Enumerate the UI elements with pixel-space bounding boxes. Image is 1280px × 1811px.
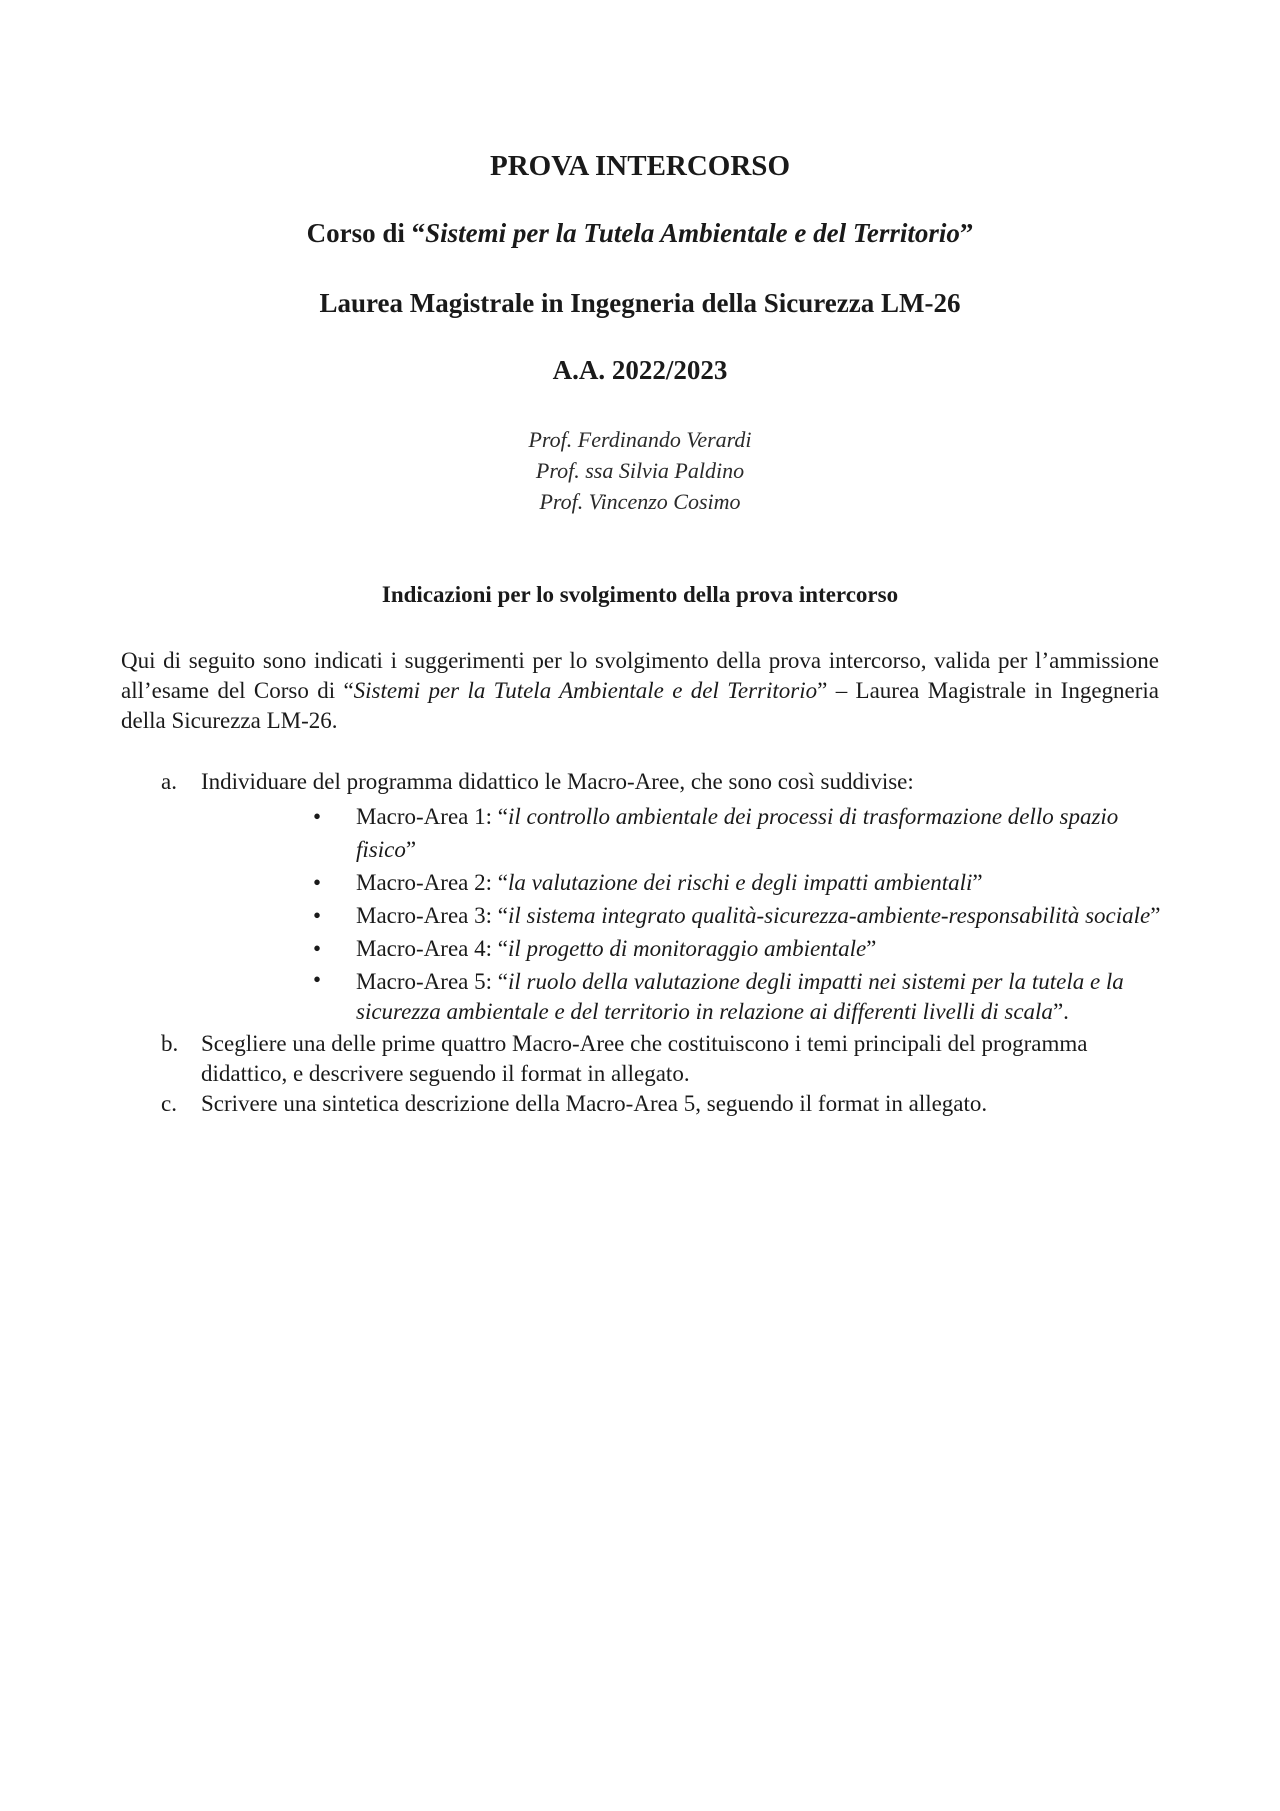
list-item-c — [121, 1089, 1161, 1119]
bullet-icon: • — [313, 936, 322, 961]
list-marker: b. — [161, 1031, 179, 1056]
degree-heading: Laurea Magistrale in Ingegneria della Sicurezza LM-26 — [319, 288, 961, 318]
macro-area-close: ” — [866, 936, 877, 961]
professor-name: Prof. Vincenzo Cosimo — [539, 489, 741, 514]
section-heading: Indicazioni per lo svolgimento della prova intercorso — [381, 582, 899, 607]
macro-area-item — [201, 800, 1161, 866]
macro-area-item — [201, 932, 1161, 965]
bullet-icon: • — [313, 804, 322, 829]
list-marker: c. — [161, 1091, 177, 1116]
macro-area-label: Macro-Area 2: “ — [356, 870, 508, 895]
bullet-icon: • — [313, 870, 322, 895]
macro-area-title: il ruolo della valutazione degli impatti nei sistemi per la tutela e la sicurezza ambientale e del territorio in relazione ai differenti livelli di scala — [356, 969, 1124, 1024]
macro-area-title: il sistema integrato qualità-sicurezza-ambiente-responsabilità sociale — [507, 903, 1151, 928]
professor-name: Prof. Ferdinando Verardi — [528, 427, 752, 452]
course-heading — [0, 218, 1280, 249]
intro-course-name: Sistemi per la Tutela Ambientale e del Territorio — [353, 678, 818, 703]
list-item-a — [121, 767, 1161, 1027]
macro-area-label: Macro-Area 4: “ — [356, 936, 508, 961]
macro-area-close: ” — [405, 837, 417, 862]
list-item-text: Scrivere una sintetica descrizione della Macro-Area 5, seguendo il format in allegato. — [201, 1091, 988, 1116]
macro-area-title: la valutazione dei rischi e degli impatti ambientali — [507, 870, 973, 895]
list-marker: a. — [161, 769, 177, 794]
course-name: Sistemi per la Tutela Ambientale e del Territorio — [425, 218, 960, 248]
intro-paragraph — [121, 646, 1159, 736]
macro-area-item — [201, 866, 1161, 899]
macro-area-list — [201, 800, 1161, 1027]
document-title: PROVA INTERCORSO — [490, 150, 790, 182]
instructions-list — [121, 767, 1161, 1119]
intro-text-start: Qui di seguito sono indicati i suggerimenti per lo svolgimento della prova intercorso, valida per l’ammissione all’esame del Corso di “ — [121, 648, 1159, 703]
course-suffix: ” — [959, 218, 974, 248]
macro-area-title: il controllo ambientale dei processi di trasformazione dello spazio fisico — [356, 804, 1119, 862]
list-item-text: Scegliere una delle prime quattro Macro-Aree che costituiscono i temi principali del programma didattico, e descrivere seguendo il format in allegato. — [201, 1031, 1088, 1086]
macro-area-close: ” — [972, 870, 983, 895]
list-item-b — [121, 1029, 1161, 1089]
professor-name: Prof. ssa Silvia Paldino — [535, 458, 745, 483]
professors-list — [0, 424, 1280, 517]
course-prefix: Corso di “ — [306, 218, 426, 248]
macro-area-close: ” — [1150, 903, 1161, 928]
bullet-icon: • — [313, 967, 322, 992]
macro-area-label: Macro-Area 5: “ — [356, 969, 508, 994]
bullet-icon: • — [313, 903, 322, 928]
intro-text-end: ” – Laurea Magistrale in Ingegneria della Sicurezza LM-26. — [121, 678, 1159, 733]
list-item-text: Individuare del programma didattico le Macro-Aree, che sono così suddivise: — [201, 769, 914, 794]
academic-year: A.A. 2022/2023 — [552, 355, 728, 385]
macro-area-label: Macro-Area 1: “ — [356, 804, 508, 829]
macro-area-item — [201, 899, 1161, 932]
macro-area-label: Macro-Area 3: “ — [356, 903, 508, 928]
macro-area-close: ”. — [1052, 999, 1069, 1024]
macro-area-title: il progetto di monitoraggio ambientale — [507, 936, 867, 961]
macro-area-item — [201, 965, 1161, 1027]
